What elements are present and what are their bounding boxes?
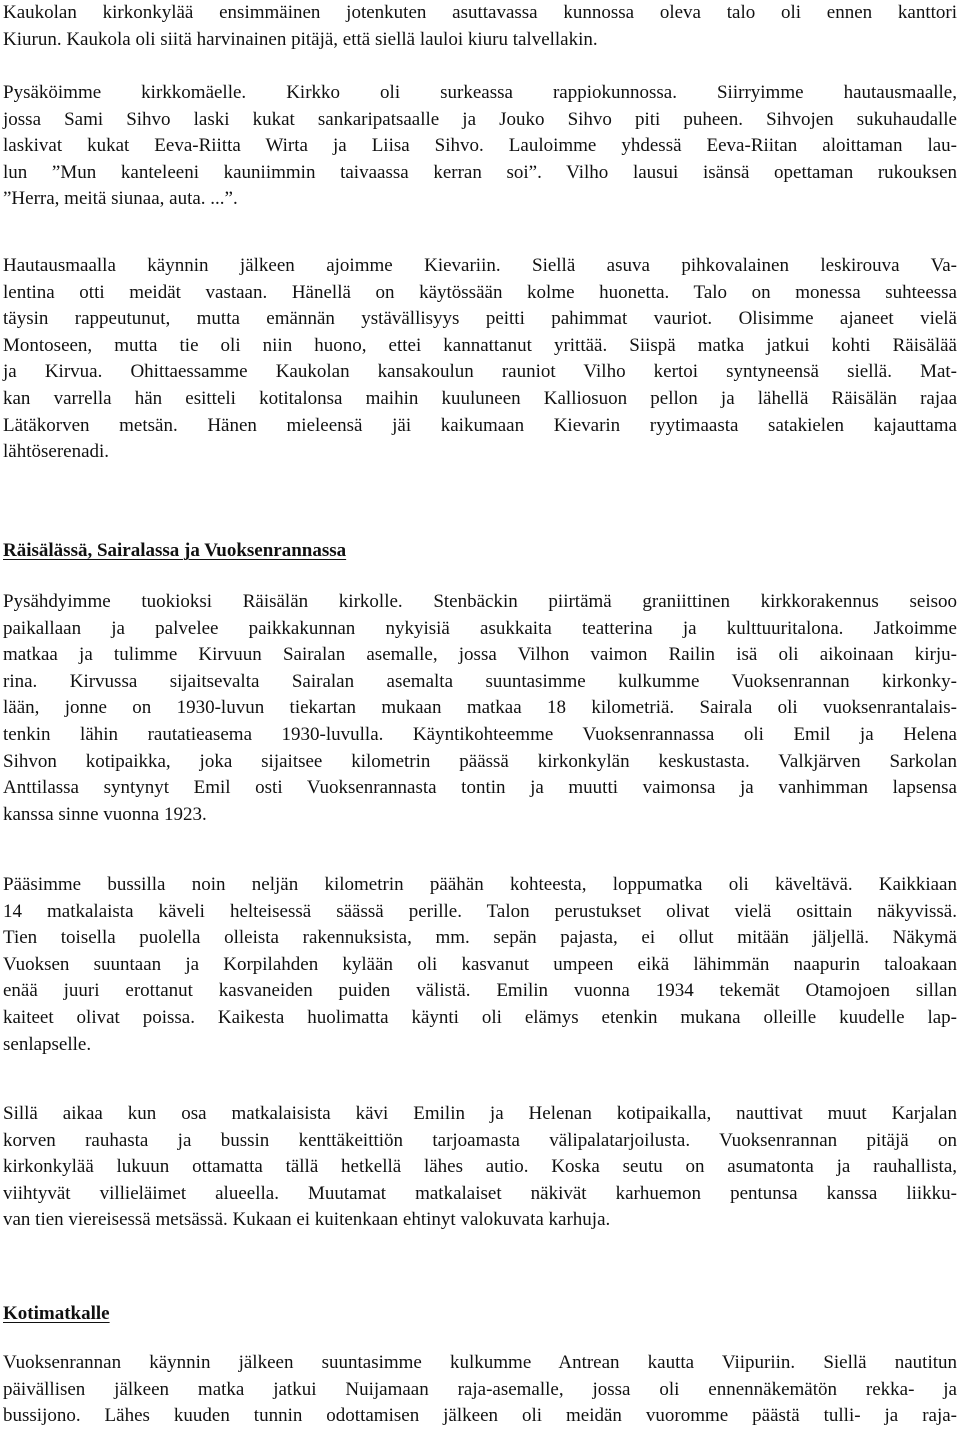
text-line: päivällisen jälkeen matka jatkui Nuijamaan raja-asemalle, jossa oli ennennäkemätön rekka- ja — [3, 1378, 957, 1400]
text-line: bussijono. Lähes kuuden tunnin odottamisen jälkeen oli meidän vuoromme päästä tulli- ja raja- — [3, 1405, 957, 1427]
text-line: paikallaan ja palvelee paikkakunnan nykyisiä asukkaita teatterina ja kulttuuritalona. Jatkoimme — [3, 617, 957, 639]
text-line: Kiurun. Kaukola oli siitä harvinainen pitäjä, että siellä lauloi kiuru talvellakin. — [3, 28, 598, 50]
text-line: Anttilassa syntynyt Emil osti Vuoksenrannasta tontin ja muutti vaimonsa ja vanhimman lapsensa — [3, 777, 957, 799]
text-line: Vuoksenrannan käynnin jälkeen suuntasimme kulkumme Antrean kautta Viipuriin. Siellä nautitun — [3, 1352, 957, 1373]
text-line: Pysäköimme kirkkomäelle. Kirkko oli surkeassa rappiokunnossa. Siirryimme hautausmaalle, — [3, 82, 957, 103]
text-line: Kaukolan kirkonkylää ensimmäinen jotenkuten asuttavassa kunnossa oleva talo oli ennen kanttori — [3, 2, 957, 23]
paragraph — [3, 253, 957, 466]
text-line: viihtyvät villieläimet alueella. Muutamat matkalaiset näkivät karhuemon pentunsa kanssa liikku- — [3, 1182, 957, 1204]
section-heading: Räisälässä, Sairalassa ja Vuoksenrannassa — [3, 540, 347, 561]
text-line: jossa Sami Sihvo laski kukat sankaripatsaalle ja Jouko Sihvo piti puheen. Sihvojen sukuhaudalle — [3, 108, 957, 130]
text-line: ja Kirvua. Ohittaessamme Kaukolan kansakoulun rauniot Vilho kertoi syntyneensä siellä. Mat- — [3, 361, 957, 383]
text-line: täysin rappeutunut, mutta emännän ystävällisyys peitti pahimmat vauriot. Olisimme ajaneet vielä — [3, 308, 957, 330]
text-line: lentina otti meidät vastaan. Hänellä on käytössään kolme huonetta. Talo on monessa suhteessa — [3, 281, 957, 303]
text-line: 14 matkalaista käveli helteisessä säässä perille. Talon perustukset olivat vielä osittain näkyvissä. — [3, 900, 957, 922]
paragraph — [3, 872, 957, 1058]
text-line: lään, jonne on 1930-luvun tiekartan mukaan matkaa 18 kilometriä. Sairala oli vuoksenrantalais- — [3, 697, 957, 719]
text-line: tenkin lähin rautatieasema 1930-luvulla. Käyntikohteemme Vuoksenrannassa oli Emil ja Helena — [3, 723, 957, 745]
text-line: rina. Kirvussa sijaitsevalta Sairalan asemalta suuntasimme kulkumme Vuoksenrannan kirkonky- — [3, 670, 957, 692]
paragraph — [3, 0, 957, 53]
text-line: van tien viereisessä metsässä. Kukaan ei kuitenkaan ehtinyt valokuvata karhuja. — [3, 1209, 611, 1231]
paragraph — [3, 1350, 957, 1430]
text-line: lun ”Mun kanteleeni kauniimmin taivaassa kerran soi”. Vilho lausui isänsä opettaman rukouksen — [3, 161, 957, 183]
text-line: senlapselle. — [3, 1033, 92, 1055]
text-line: Sihvon kotipaikka, joka sijaitsee kilometrin päässä kirkonkylän keskustasta. Valkjärven Sarkolan — [3, 750, 957, 772]
text-line: Lätäkorven metsän. Hänen mieleensä jäi kaikumaan Kievarin ryytimaasta satakielen kajauttama — [3, 414, 957, 436]
text-line: laskivat kukat Eeva-Riitta Wirta ja Liisa Sihvo. Lauloimme yhdessä Eeva-Riitan aloittaman lau- — [3, 135, 957, 157]
text-line: kirkonkylää lukuun ottamatta tällä hetkellä lähes autio. Koska seutu on asumatonta ja rauhallista, — [3, 1156, 957, 1178]
text-line: matkaa ja tulimme Kirvuun Sairalan asemalle, jossa Vilhon vaimon Railin isä oli aikoinaan kirju- — [3, 644, 957, 666]
text-line: Sillä aikaa kun osa matkalaisista kävi Emilin ja Helenan kotipaikalla, nauttivat muut Karjalan — [3, 1103, 957, 1124]
text-line: Montoseen, mutta tie oli niin huono, ettei kannattanut yrittää. Siispä matka jatkui kohti Räisälää — [3, 334, 957, 356]
text-line: Pysähdyimme tuokioksi Räisälän kirkolle. Stenbäckin piirtämä graniittinen kirkkorakennus seisoo — [3, 591, 957, 612]
paragraph — [3, 1101, 957, 1234]
text-line: kaiteet olivat poissa. Kaikesta huolimatta käynti oli elämys etenkin mukana olleille kuudelle lap- — [3, 1006, 957, 1028]
text-line: lähtöserenadi. — [3, 441, 110, 463]
text-line: kanssa sinne vuonna 1923. — [3, 803, 207, 825]
text-line: ”Herra, meitä siunaa, auta. ...”. — [3, 188, 238, 210]
text-line: korven rauhasta ja bussin kenttäkeittiön tarjoamasta välipalatarjoilusta. Vuoksenrannan pitäjä on — [3, 1129, 957, 1151]
text-line: Hautausmaalla käynnin jälkeen ajoimme Kievariin. Siellä asuva pihkovalainen leskirouva Va- — [3, 255, 957, 276]
paragraph — [3, 589, 957, 828]
section-heading: Kotimatkalle — [3, 1303, 110, 1324]
text-line: enää juuri erottanut kasvaneiden puiden välistä. Emilin vuonna 1934 tekemät Otamojoen sillan — [3, 980, 957, 1002]
text-line: Tien toisella puolella olleista rakennuksista, mm. sepän pajasta, ei ollut mitään jäljellä. Näkymä — [3, 927, 957, 949]
text-line: Vuoksen suuntaan ja Korpilahden kylään oli kasvanut umpeen eikä lähimmän naapurin taloakaan — [3, 953, 957, 975]
text-line: Pääsimme bussilla noin neljän kilometrin päähän kohteesta, loppumatka oli käveltävä. Kaikkiaan — [3, 874, 957, 895]
paragraph — [3, 80, 957, 213]
text-line: kan varrella hän esitteli kotitalonsa maihin kuuluneen Kalliosuon pellon ja lähellä Räisälän rajaa — [3, 387, 957, 409]
